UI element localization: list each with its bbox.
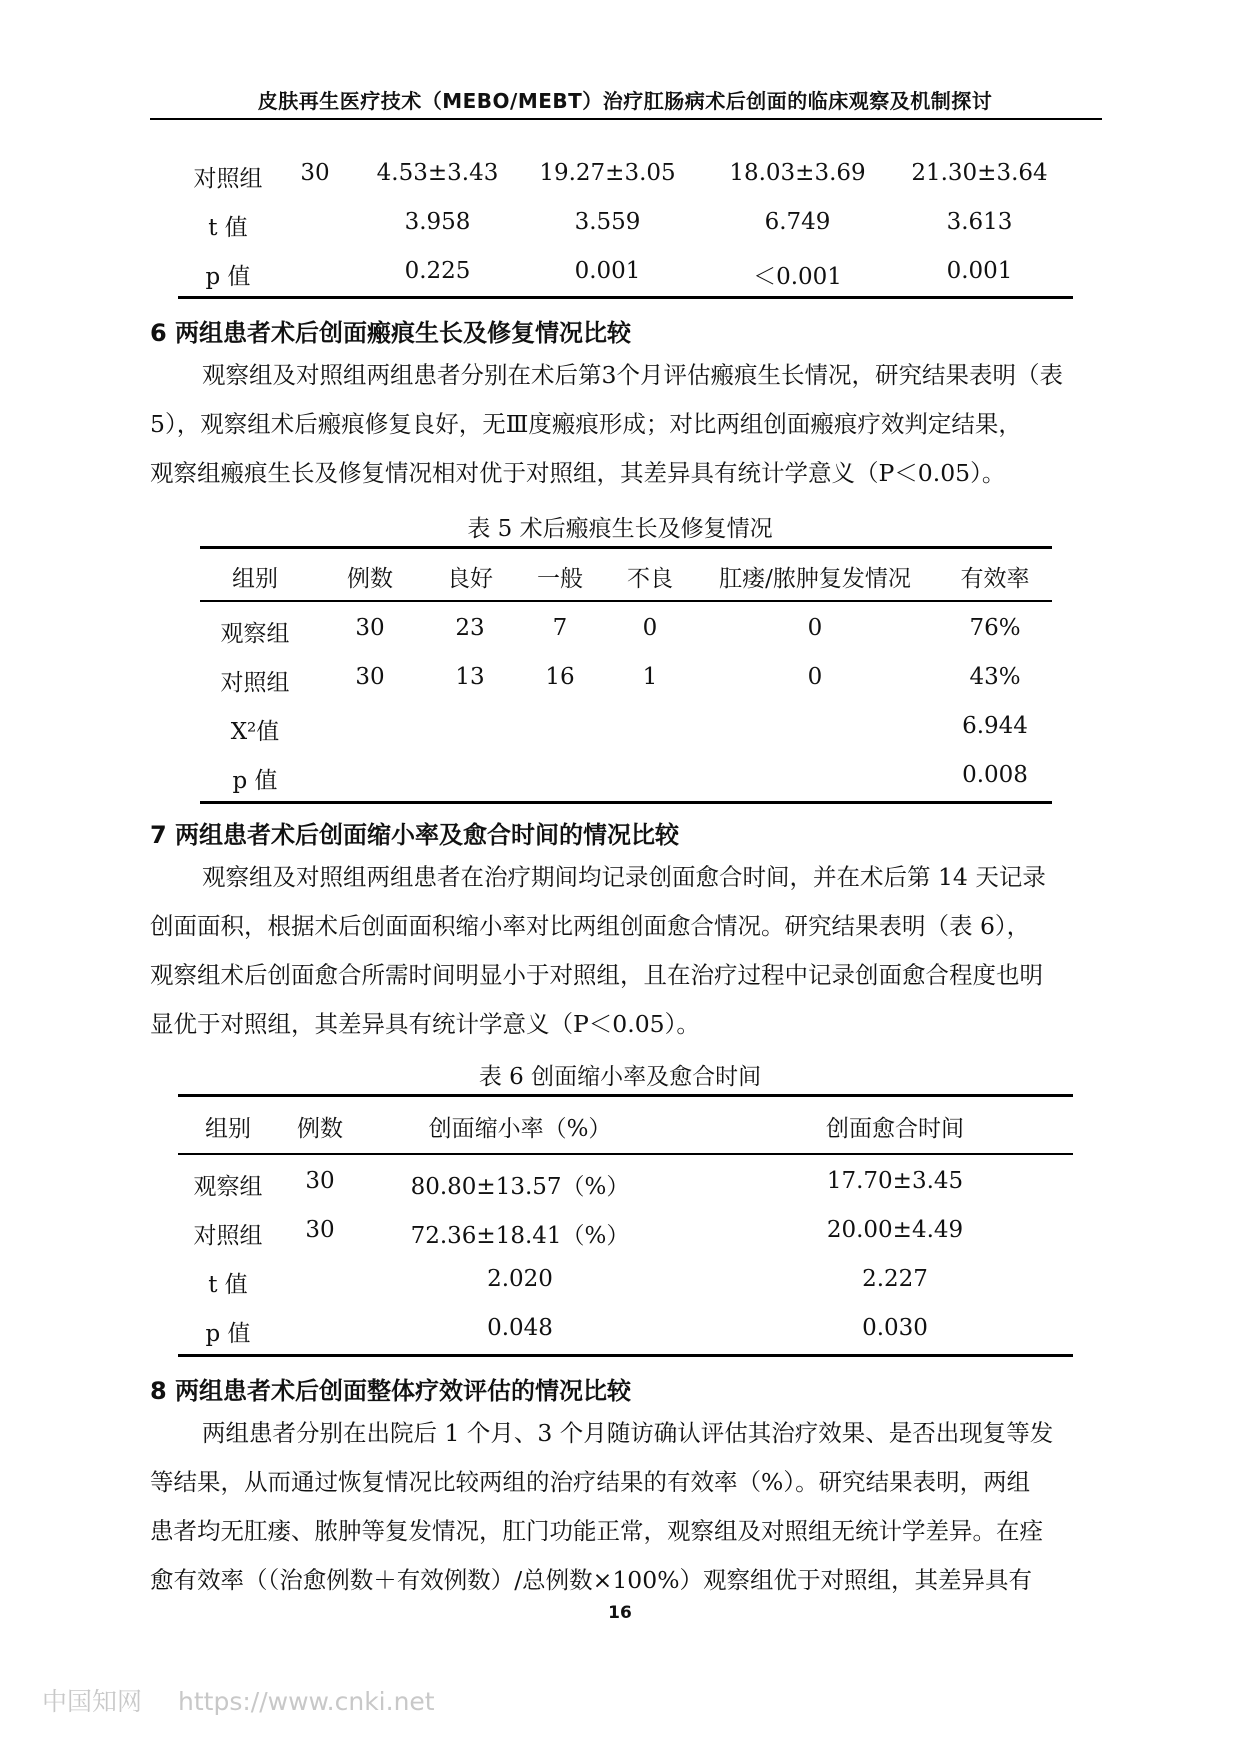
table-header-cell: 例数 bbox=[297, 1116, 343, 1142]
table-cell: 对照组 bbox=[193, 1223, 263, 1249]
paragraph-line: 观察组术后创面愈合所需时间明显小于对照组，且在治疗过程中记录创面愈合程度也明 bbox=[150, 961, 1043, 989]
table-cell: t 值 bbox=[208, 215, 248, 241]
table-cell: 23 bbox=[455, 615, 485, 641]
table-cell: p 值 bbox=[232, 768, 278, 794]
table-cell: 30 bbox=[305, 1217, 335, 1243]
table-cell: 17.70±3.45 bbox=[826, 1168, 964, 1194]
table-header-cell: 例数 bbox=[347, 566, 393, 592]
table-cell: 0 bbox=[807, 615, 823, 641]
table-cell: 13 bbox=[455, 664, 485, 690]
table-cell: 2.227 bbox=[862, 1266, 928, 1292]
table-header-cell: 创面愈合时间 bbox=[826, 1116, 964, 1142]
table-cell: 6.944 bbox=[962, 713, 1028, 739]
table-header-cell: 一般 bbox=[537, 566, 583, 592]
section-6-heading: 6 两组患者术后创面瘢痕生长及修复情况比较 bbox=[150, 319, 632, 347]
table-cell: 3.613 bbox=[946, 209, 1013, 235]
table-header-cell: 组别 bbox=[205, 1116, 251, 1142]
table-cell: 0 bbox=[807, 664, 823, 690]
table-header-cell: 创面缩小率（%） bbox=[428, 1116, 612, 1142]
watermark-url: https://www.cnki.net bbox=[178, 1687, 435, 1716]
section-8-heading: 8 两组患者术后创面整体疗效评估的情况比较 bbox=[150, 1377, 632, 1405]
section-8-paragraph bbox=[150, 1409, 1102, 1605]
table-header-cell: 不良 bbox=[627, 566, 673, 592]
paragraph-line: 5），观察组术后瘢痕修复良好，无Ⅲ度瘢痕形成；对比两组创面瘢痕疗效判定结果， bbox=[150, 410, 1022, 438]
table-cell: 对照组 bbox=[220, 670, 290, 696]
table-cell: X²值 bbox=[230, 719, 280, 745]
table-cell: 3.559 bbox=[574, 209, 641, 235]
table5-top-rule bbox=[200, 546, 1052, 549]
paragraph-line: 观察组瘢痕生长及修复情况相对优于对照组，其差异具有统计学意义（P＜0.05）。 bbox=[150, 459, 1006, 487]
paragraph-line: 愈有效率（（治愈例数＋有效例数）/总例数×100%）观察组优于对照组，其差异具有 bbox=[150, 1566, 1033, 1594]
table-cell: 0.048 bbox=[487, 1315, 553, 1341]
paragraph-line: 显优于对照组，其差异具有统计学意义（P＜0.05）。 bbox=[150, 1010, 700, 1038]
table-cell: 20.00±4.49 bbox=[826, 1217, 964, 1243]
watermark-brand: 中国知网 bbox=[42, 1687, 143, 1716]
paragraph-line: 两组患者分别在出院后 1 个月、3 个月随访确认评估其治疗效果、是否出现复等发 bbox=[202, 1419, 1054, 1447]
table-header-cell: 良好 bbox=[447, 566, 493, 592]
running-header: 皮肤再生医疗技术（MEBO/MEBT）治疗肛肠病术后创面的临床观察及机制探讨 bbox=[257, 89, 993, 113]
paragraph-line: 创面面积，根据术后创面面积缩小率对比两组创面愈合情况。研究结果表明（表 6）， bbox=[150, 912, 1031, 940]
table4-bottom-rule bbox=[178, 296, 1073, 299]
table-cell: 0.030 bbox=[862, 1315, 928, 1341]
table-cell: 3.958 bbox=[404, 209, 471, 235]
table-cell: 4.53±3.43 bbox=[376, 160, 499, 186]
table-cell: 43% bbox=[969, 664, 1021, 690]
table-cell: 观察组 bbox=[220, 621, 290, 647]
table-cell: 30 bbox=[300, 160, 330, 186]
table-cell: 76% bbox=[969, 615, 1021, 641]
table-header-cell: 有效率 bbox=[960, 566, 1030, 592]
section-7-heading: 7 两组患者术后创面缩小率及愈合时间的情况比较 bbox=[150, 821, 680, 849]
table-cell: 观察组 bbox=[193, 1174, 263, 1200]
table-cell: 80.80±13.57（%） bbox=[410, 1174, 630, 1200]
section-6-paragraph bbox=[150, 351, 1102, 498]
table6-header-rule bbox=[178, 1153, 1073, 1155]
table-cell: 0 bbox=[642, 615, 658, 641]
table6-top-rule bbox=[178, 1094, 1073, 1097]
table-cell: 21.30±3.64 bbox=[911, 160, 1048, 186]
table-cell: 72.36±18.41（%） bbox=[410, 1223, 630, 1249]
table-cell: 19.27±3.05 bbox=[539, 160, 676, 186]
table6-caption: 表 6 创面缩小率及愈合时间 bbox=[478, 1064, 762, 1090]
table-header-cell: 肛瘘/脓肿复发情况 bbox=[719, 566, 911, 592]
table-cell: 7 bbox=[552, 615, 568, 641]
paragraph-line: 等结果，从而通过恢复情况比较两组的治疗结果的有效率（%）。研究结果表明，两组 bbox=[150, 1468, 1031, 1496]
table-cell: 0.001 bbox=[574, 258, 641, 284]
table-cell: 30 bbox=[305, 1168, 335, 1194]
table-cell: t 值 bbox=[208, 1272, 248, 1298]
header-rule bbox=[150, 118, 1102, 120]
table5-bottom-rule bbox=[200, 801, 1052, 804]
paragraph-line: 患者均无肛瘘、脓肿等复发情况，肛门功能正常，观察组及对照组无统计学差异。在痊 bbox=[150, 1517, 1043, 1545]
table-cell: 0.008 bbox=[962, 762, 1028, 788]
table-cell: ＜0.001 bbox=[753, 264, 842, 290]
table-header-cell: 组别 bbox=[232, 566, 278, 592]
table-cell: p 值 bbox=[205, 1321, 251, 1347]
table5-caption: 表 5 术后瘢痕生长及修复情况 bbox=[467, 516, 773, 542]
table-cell: 30 bbox=[355, 664, 385, 690]
table6-bottom-rule bbox=[178, 1354, 1073, 1357]
section-7-paragraph bbox=[150, 853, 1102, 1049]
table-cell: 1 bbox=[642, 664, 658, 690]
table-cell: 6.749 bbox=[764, 209, 831, 235]
table-cell: 0.001 bbox=[946, 258, 1013, 284]
table-cell: 对照组 bbox=[193, 166, 263, 192]
paragraph-line: 观察组及对照组两组患者分别在术后第3个月评估瘢痕生长情况，研究结果表明（表 bbox=[202, 361, 1063, 389]
cnki-watermark bbox=[42, 1682, 435, 1718]
table-cell: 30 bbox=[355, 615, 385, 641]
paragraph-line: 观察组及对照组两组患者在治疗期间均记录创面愈合时间，并在术后第 14 天记录 bbox=[202, 863, 1046, 891]
table-cell: 0.225 bbox=[404, 258, 471, 284]
table-cell: 2.020 bbox=[487, 1266, 553, 1292]
table5-header-rule bbox=[200, 600, 1052, 602]
page-number: 16 bbox=[608, 1603, 632, 1623]
table-cell: 18.03±3.69 bbox=[729, 160, 866, 186]
table-cell: 16 bbox=[545, 664, 575, 690]
table-cell: p 值 bbox=[205, 264, 251, 290]
